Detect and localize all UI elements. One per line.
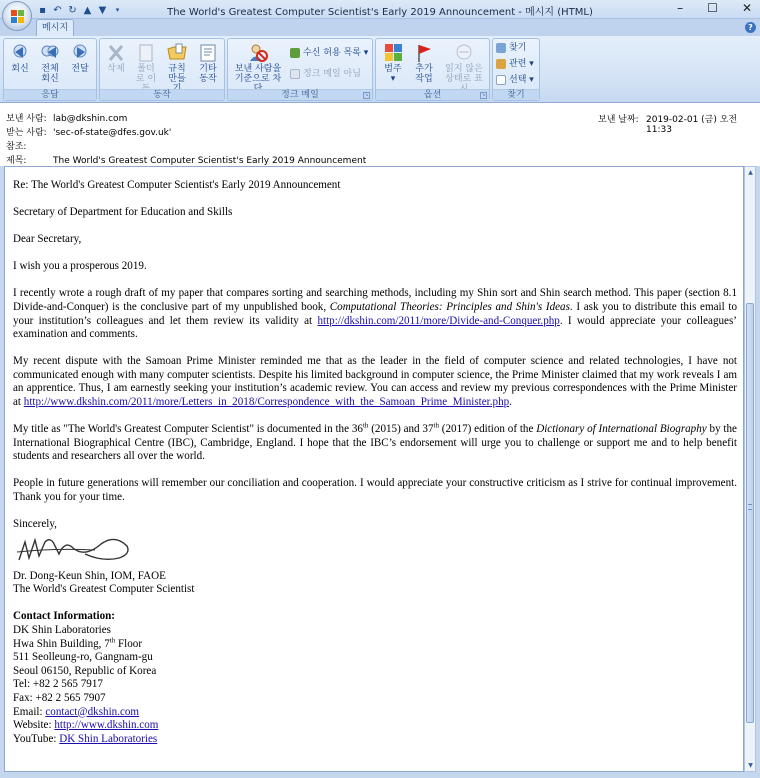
- forward-button[interactable]: 전달: [66, 43, 94, 74]
- website-link[interactable]: http://www.dkshin.com: [54, 719, 159, 732]
- paragraph-future: People in future generations will remember our conciliation and cooperation. I would appreciate your constructive criticism as I strive for continual improvement. Thank you for your time.: [13, 477, 737, 503]
- contact-city: Seoul 06150, Republic of Korea: [13, 664, 157, 677]
- contact-fax: Fax: +82 2 565 7907: [13, 691, 106, 704]
- ribbon-tab-row: [0, 19, 760, 36]
- not-junk-button[interactable]: 정크 메일 아님: [290, 68, 361, 81]
- select-cursor-icon: [496, 75, 506, 85]
- scroll-up-icon[interactable]: ▲: [748, 169, 753, 176]
- block-sender-icon: [247, 43, 269, 63]
- minimize-button[interactable]: –: [677, 1, 684, 15]
- to-row: 받는 사람: 'sec-of-state@dfes.gov.uk': [6, 128, 172, 138]
- paragraph-dispute: My recent dispute with the Samoan Prime Minister reminded me that as the leader in the field of computer science and related technologies, I have not communicated enough with many computer scientists. Despite his limited background in computer science, the Prime Minister claimed that my work reveals I am an apprentice. Thus, I am earnestly seeking your institution’s academic review. You can access and review my previous correspondences with the Prime Minister at http://www.dkshin.com/2011/more/Letters_in_2018/Correspondence_with_the_Samoan_Prime_Minister.php.: [13, 355, 737, 409]
- related-icon: [496, 59, 506, 69]
- delete-icon: [105, 43, 127, 63]
- move-to-folder-button[interactable]: 폴더로 이: [132, 43, 160, 94]
- junk-mail-dialog-launcher[interactable]: ↘: [364, 92, 369, 98]
- categorize-button[interactable]: 범주 ▾: [378, 43, 408, 84]
- office-button[interactable]: [2, 1, 32, 31]
- close-button[interactable]: ✕: [741, 1, 752, 15]
- reply-all-icon: [39, 43, 61, 63]
- from-row: 보낸 사람: lab@dkshin.com: [6, 114, 128, 124]
- redo-icon[interactable]: ↻: [68, 4, 77, 16]
- status-bar: [0, 772, 760, 778]
- subject-value: The World's Greatest Computer Scientist's Early 2019 Announcement: [53, 156, 367, 166]
- create-rule-button[interactable]: 규칙 만들: [163, 43, 191, 94]
- help-icon[interactable]: ?: [745, 22, 756, 33]
- forward-icon: [69, 43, 91, 63]
- ribbon: [0, 36, 760, 103]
- block-sender-button[interactable]: 보낸 사람을 기준으로 차: [230, 43, 286, 94]
- reply-button[interactable]: 회신: [7, 43, 33, 74]
- group-actions: 삭제 폴더로 이 규칙 만들 기타 동작 동작: [99, 38, 225, 101]
- paragraph-title: My title as "The World's Greatest Computer Scientist" is documented in the 36th (2015) and 37th (2017) edition of the Dictionary of International Biography by the International Biographical Centre (IBC), Cambridge, England. I hope that the IBC’s endorsement will urge you to challenge or support me and to help benefit students and researchers all over the world.: [13, 421, 737, 463]
- contact-building: Hwa Shin Building, 7th Floor: [13, 635, 143, 650]
- to-value[interactable]: 'sec-of-state@dfes.gov.uk': [53, 128, 172, 138]
- contact-heading: Contact Information:: [13, 610, 115, 623]
- contact-youtube: YouTube: DK Shin Laboratories: [13, 732, 158, 745]
- youtube-link[interactable]: DK Shin Laboratories: [59, 732, 158, 745]
- other-actions-button[interactable]: 기타 동작: [193, 43, 223, 84]
- reply-icon: [9, 43, 31, 63]
- signature-name: Dr. Dong-Keun Shin, IOM, FAOE: [13, 569, 166, 582]
- options-dialog-launcher[interactable]: ↘: [481, 92, 486, 98]
- paragraph-paper: I recently wrote a rough draft of my paper that compares sorting and searching methods, including my Shin sort and Shin search method. This paper (section 8.1 Divide-and-Conquer) is the conclusive part of my unpublished book, Computational Theories: Principles and Shin's Ideas. I ask you to distribute this email to your institution’s colleagues and let them review its validity at http://dkshin.com/2011/more/Divide-and-Conquer.php. I would appreciate your colleagues’ examination and comments.: [13, 287, 737, 341]
- salutation: Dear Secretary,: [13, 233, 82, 246]
- reply-all-button[interactable]: 전체 회신: [36, 43, 64, 84]
- message-body[interactable]: [4, 166, 744, 772]
- re-line: Re: The World's Greatest Computer Scientist's Early 2019 Announcement: [13, 179, 341, 191]
- next-item-icon[interactable]: ▼: [98, 4, 107, 16]
- follow-up-button[interactable]: 추가 작업: [409, 43, 439, 84]
- select-button[interactable]: 선택 ▾: [496, 74, 534, 87]
- flag-icon: [413, 43, 435, 63]
- office-logo-icon: [11, 10, 24, 23]
- closing: Sincerely,: [13, 518, 57, 531]
- group-respond: 회신 전체 회신 전달 응답: [3, 38, 97, 101]
- sent-label: 보낸 날짜:: [598, 115, 639, 125]
- safe-sender-icon: [290, 48, 300, 58]
- vertical-scrollbar[interactable]: [744, 166, 756, 772]
- not-junk-icon: [290, 69, 300, 79]
- samoan-correspondence-link[interactable]: http://www.dkshin.com/2011/more/Letters_in_2018/Correspondence_with_the_Samoan_Prime_Minister.php: [23, 396, 510, 409]
- maximize-button[interactable]: ☐: [707, 1, 718, 15]
- divide-and-conquer-link[interactable]: http://dkshin.com/2011/more/Divide-and-Conquer.php: [317, 314, 560, 327]
- safe-senders-list-button[interactable]: 수신 허용 목록 ▾: [290, 47, 368, 60]
- tab-message[interactable]: 메시지: [36, 19, 74, 36]
- cc-row: 참조:: [6, 142, 27, 152]
- create-rule-icon: [166, 43, 188, 63]
- window-title: The World's Greatest Computer Scientist's Early 2019 Announcement - 메시지 (HTML): [167, 7, 593, 18]
- contact-street: 511 Seolleung-ro, Gangnam-gu: [13, 651, 153, 664]
- save-icon[interactable]: ▪: [39, 4, 46, 16]
- binoculars-icon: [496, 43, 506, 53]
- email-link[interactable]: contact@dkshin.com: [45, 705, 140, 718]
- subject-row: 제목: The World's Greatest Computer Scientist's Early 2019 Announcement: [6, 156, 367, 166]
- group-options: 범주 ▾ 추가 작업 읽지 않은 상태로 표 옵션 ↘: [375, 38, 490, 101]
- title-bar: [0, 0, 760, 19]
- undo-icon[interactable]: ↶: [53, 4, 62, 16]
- group-junk-mail: 보낸 사람을 기준으로 차 수신 허용 목록 ▾ 정크 메일 아님 정크 메일 ↘: [227, 38, 373, 101]
- scrollbar-grip-icon: [748, 504, 752, 510]
- customize-qat-icon[interactable]: ▾: [115, 5, 120, 14]
- message-content: [13, 179, 737, 746]
- from-value[interactable]: lab@dkshin.com: [53, 114, 128, 124]
- find-button[interactable]: 찾기: [496, 42, 526, 55]
- categorize-icon: [382, 43, 404, 63]
- greeting: I wish you a prosperous 2019.: [13, 260, 147, 273]
- window-controls: [677, 1, 752, 15]
- related-button[interactable]: 관련 ▾: [496, 58, 534, 71]
- scroll-down-icon[interactable]: ▼: [748, 762, 753, 769]
- scrollbar-thumb[interactable]: [746, 303, 754, 723]
- contact-website: Website: http://www.dkshin.com: [13, 719, 159, 732]
- signature-image: [15, 532, 135, 568]
- move-to-folder-icon: [135, 43, 157, 63]
- previous-item-icon[interactable]: ▲: [83, 4, 92, 16]
- mark-unread-icon: [453, 43, 475, 63]
- group-find: 찾기 관련 ▾ 선택 ▾ 찾기: [492, 38, 540, 101]
- delete-button[interactable]: 삭제: [102, 43, 130, 74]
- contact-tel: Tel: +82 2 565 7917: [13, 678, 103, 691]
- contact-org: DK Shin Laboratories: [13, 623, 111, 636]
- message-header: [0, 103, 760, 166]
- sent-value: 2019-02-01 (금) 오전 11:33: [646, 115, 738, 135]
- mark-unread-button[interactable]: 읽지 않은 상태로 표: [440, 43, 488, 94]
- signature-title: The World's Greatest Computer Scientist: [13, 583, 195, 596]
- other-actions-icon: [197, 43, 219, 63]
- contact-email: Email: contact@dkshin.com: [13, 705, 140, 718]
- recipient-line: Secretary of Department for Education and Skills: [13, 206, 233, 219]
